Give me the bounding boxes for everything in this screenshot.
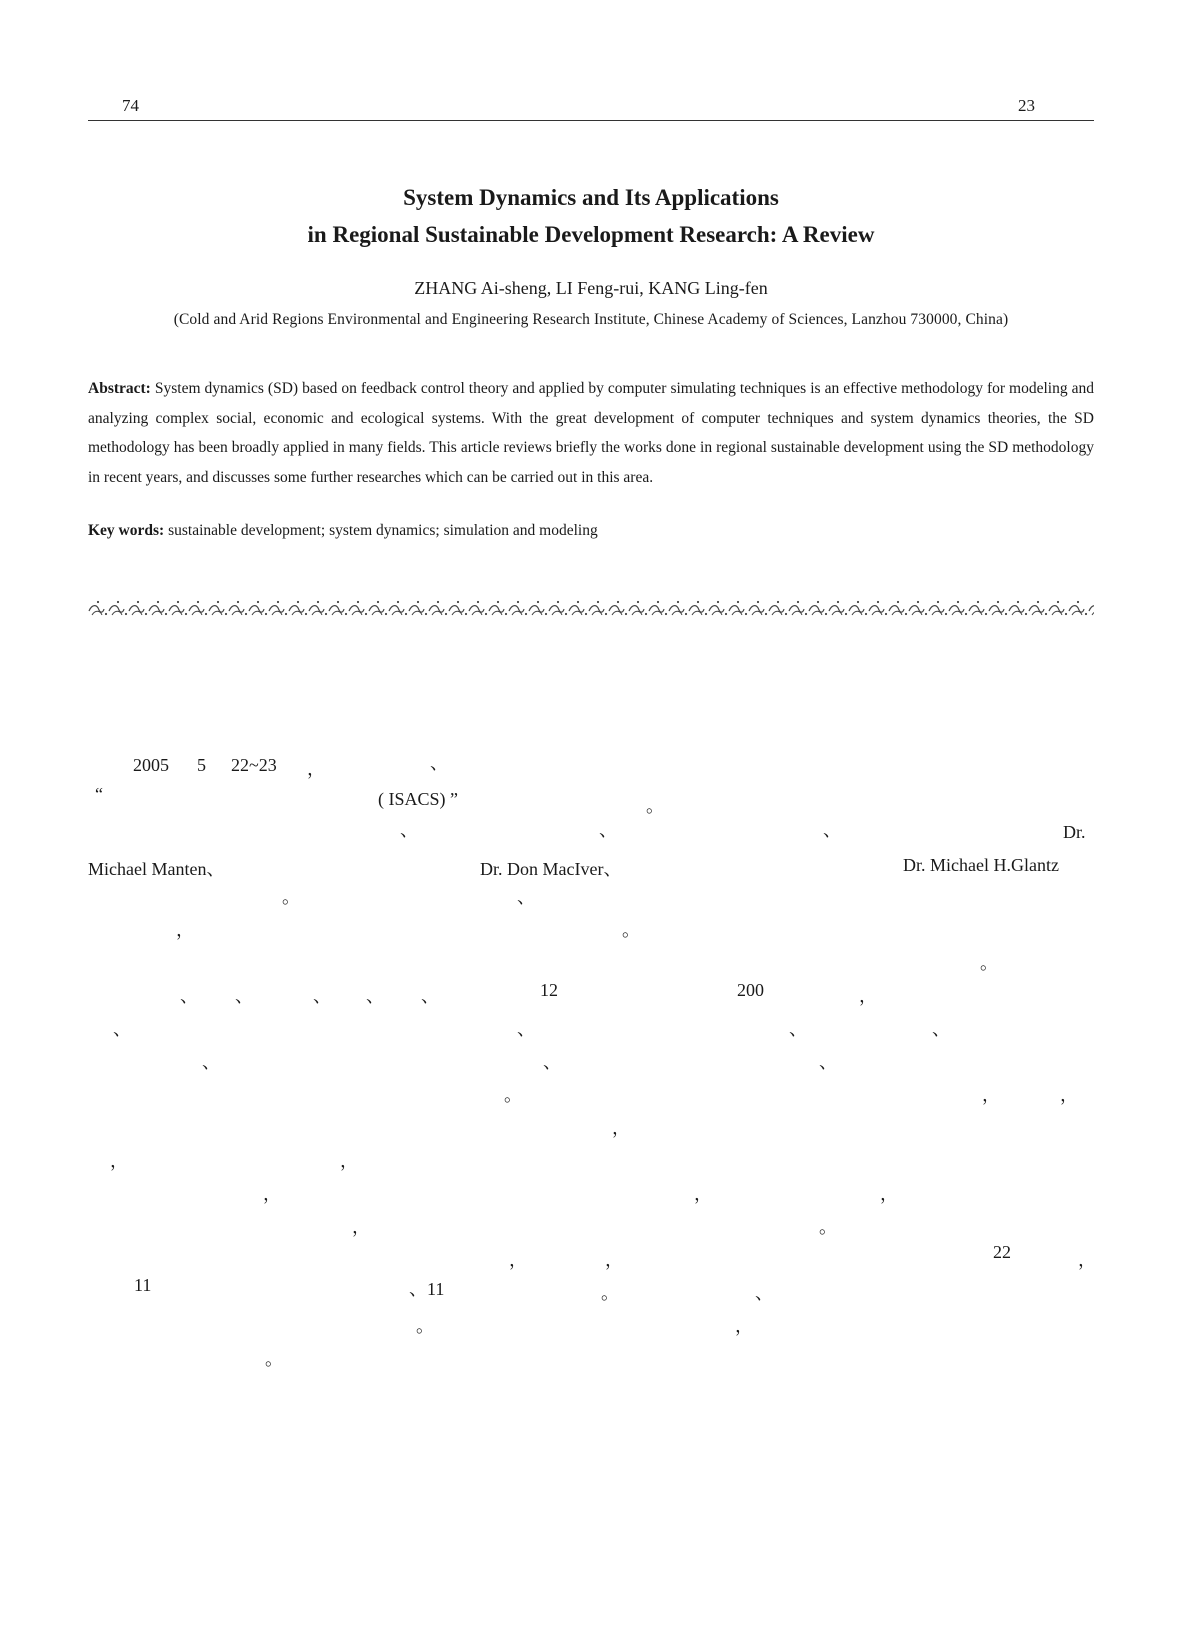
body-comma: ， bbox=[352, 1217, 370, 1237]
body-dun: 、 bbox=[430, 753, 448, 773]
article-title-line-1: System Dynamics and Its Applications bbox=[403, 185, 779, 210]
body-comma: ， bbox=[694, 1184, 712, 1204]
author-affiliation: (Cold and Arid Regions Environmental and Engineering Research Institute, Chinese Academy of Sciences, Lanzhou 730000, China) bbox=[173, 311, 1009, 328]
body-comma: ， bbox=[509, 1250, 527, 1270]
body-open-quote: “ bbox=[95, 784, 103, 804]
keywords-text: sustainable development; system dynamics; simulation and modeling bbox=[168, 522, 598, 539]
body-comma: ， bbox=[1060, 1085, 1078, 1105]
body-comma: ， bbox=[982, 1085, 1000, 1105]
body-dun: 、 bbox=[819, 1052, 837, 1072]
article-title-line-2: in Regional Sustainable Development Research: A Review bbox=[307, 222, 875, 247]
body-comma: ， bbox=[263, 1184, 281, 1204]
body-period: 。 bbox=[416, 1316, 434, 1336]
body-comma: ， bbox=[1078, 1250, 1096, 1270]
abstract-label: Abstract: bbox=[88, 380, 151, 397]
body-comma: ， bbox=[880, 1184, 898, 1204]
body-dr: Dr. bbox=[1063, 822, 1086, 842]
body-dun: 、 bbox=[932, 1019, 950, 1039]
page-number-left: 74 bbox=[122, 96, 139, 115]
body-dun: 、 bbox=[517, 1019, 535, 1039]
body-michael-manten: Michael Manten、 bbox=[88, 859, 225, 879]
body-isacs: ( ISACS) ” bbox=[378, 789, 458, 809]
body-number-200: 200 bbox=[737, 980, 764, 1000]
body-don-maciver: Dr. Don MacIver、 bbox=[480, 859, 622, 879]
body-dun: 、 bbox=[400, 820, 418, 840]
keywords-label: Key words: bbox=[88, 522, 165, 539]
body-period: 。 bbox=[282, 887, 300, 907]
keywords bbox=[88, 522, 1094, 540]
body-michael-glantz: Dr. Michael H.Glantz bbox=[903, 855, 1059, 875]
body-dun: 、 bbox=[823, 820, 841, 840]
abstract-text: System dynamics (SD) based on feedback control theory and applied by computer simulating techniques is an effective methodology for modeling and analyzing complex social, economic and ecological systems. With the great development of computer techniques and system dynamics theories, the SD methodology has been broadly applied in many fields. This article reviews briefly the works done in regional sustainable development using the SD methodology in recent years, and discusses some further researches which can be carried out in this area. bbox=[88, 380, 1094, 486]
body-comma: ， bbox=[340, 1151, 358, 1171]
body-dun: 、 bbox=[202, 1052, 220, 1072]
body-number-11b: 、11 bbox=[409, 1279, 445, 1299]
body-number-22: 22 bbox=[993, 1242, 1011, 1262]
body-dun: 、 bbox=[599, 820, 617, 840]
body-dun: 、 bbox=[543, 1052, 561, 1072]
body-comma: ， bbox=[110, 1151, 128, 1171]
body-period: 。 bbox=[819, 1217, 837, 1237]
body-dun: 、 bbox=[180, 986, 198, 1006]
body-dun: 、 bbox=[789, 1019, 807, 1039]
header-rule bbox=[88, 120, 1094, 121]
body-period: 。 bbox=[646, 796, 664, 816]
page-number-right: 23 bbox=[1018, 96, 1035, 115]
author-list: ZHANG Ai-sheng, LI Feng-rui, KANG Ling-fen bbox=[414, 278, 768, 298]
body-period: 。 bbox=[622, 920, 640, 940]
body-year: 2005 bbox=[133, 755, 169, 775]
body-comma: ， bbox=[605, 1250, 623, 1270]
body-comma: ， bbox=[859, 986, 877, 1006]
body-number-11: 11 bbox=[134, 1275, 152, 1295]
body-comma: ， bbox=[735, 1316, 753, 1336]
body-period: 。 bbox=[601, 1283, 619, 1303]
body-month: 5 bbox=[197, 755, 206, 775]
body-period: 。 bbox=[980, 953, 998, 973]
body-dun: 、 bbox=[113, 1019, 131, 1039]
abstract bbox=[88, 374, 1094, 492]
body-comma: ， bbox=[307, 759, 325, 779]
body-dun: 、 bbox=[235, 986, 253, 1006]
body-dun: 、 bbox=[755, 1283, 773, 1303]
body-days: 22~23 bbox=[231, 755, 277, 775]
body-period: 。 bbox=[504, 1085, 522, 1105]
body-comma: ， bbox=[176, 920, 194, 940]
body-dun: 、 bbox=[421, 986, 439, 1006]
body-period: 。 bbox=[265, 1349, 283, 1369]
body-number-12: 12 bbox=[540, 980, 558, 1000]
body-dun: 、 bbox=[313, 986, 331, 1006]
ornament-divider bbox=[88, 598, 1094, 618]
body-comma: ， bbox=[612, 1118, 630, 1138]
body-dun: 、 bbox=[517, 887, 535, 907]
body-dun: 、 bbox=[366, 986, 384, 1006]
